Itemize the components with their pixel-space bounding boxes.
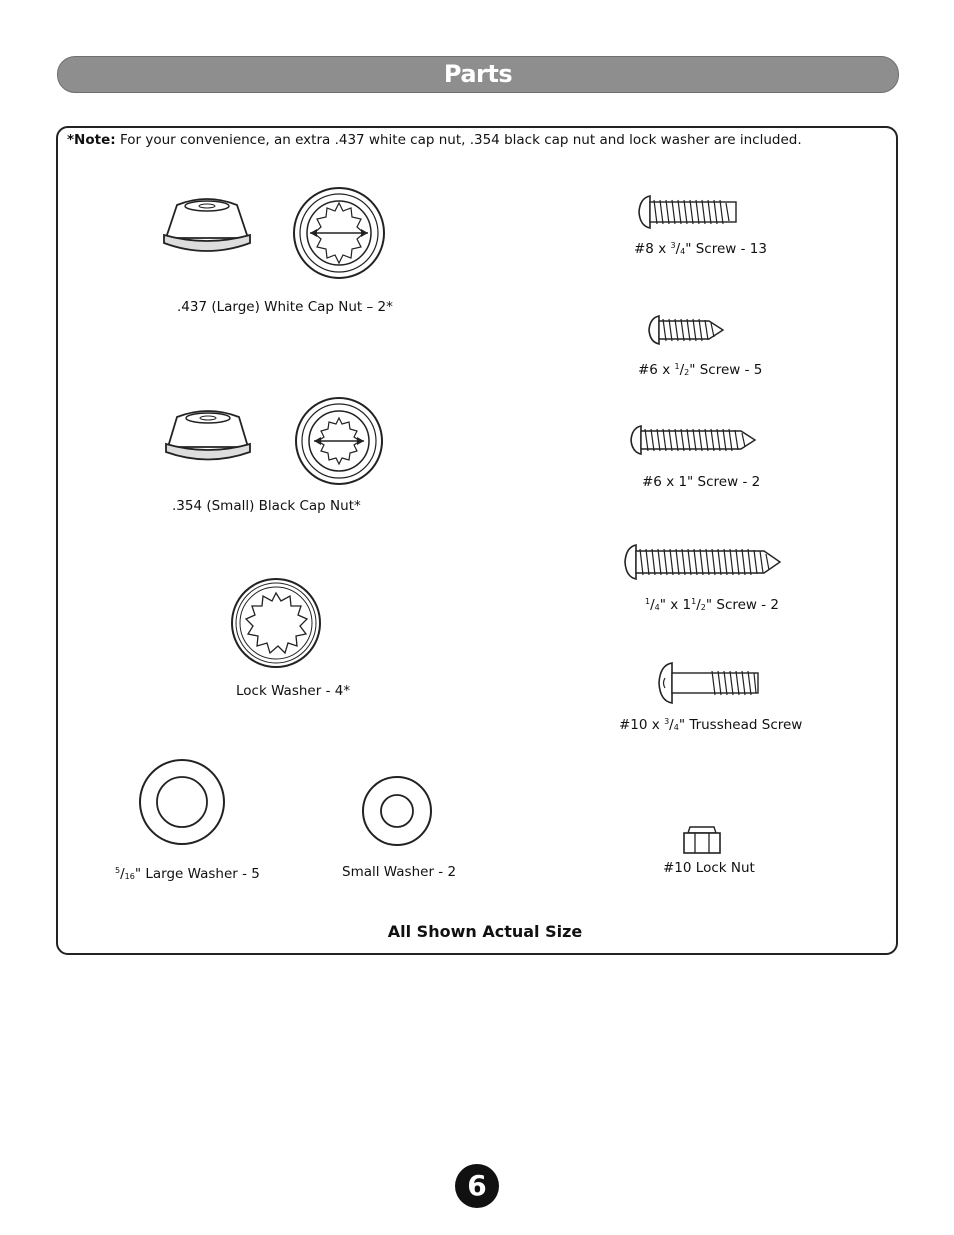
- small-washer-icon: [361, 775, 433, 847]
- large-washer-denominator: 16: [124, 872, 135, 881]
- screw-quarter-numerator-2: 1: [691, 597, 697, 606]
- lock-nut-label: #10 Lock Nut: [663, 860, 755, 876]
- screw-10-numerator: 3: [664, 717, 670, 726]
- screw-quarter-numerator-1: 1: [645, 597, 651, 606]
- large-washer-icon: [138, 758, 226, 846]
- lock-washer-label: Lock Washer - 4*: [236, 683, 351, 699]
- screw-quarter-suffix: " Screw - 2: [705, 597, 780, 613]
- parts-note: [67, 132, 802, 148]
- lock-nut-icon: [682, 823, 722, 855]
- screw-10-suffix: " Trusshead Screw: [678, 717, 803, 733]
- small-cap-nut-top-icon: [294, 396, 384, 486]
- large-washer-label: $^5/_{16}$" Large Washer - 5: [115, 866, 260, 882]
- large-cap-nut-label: .437 (Large) White Cap Nut – 2*: [177, 299, 393, 315]
- screw-10-prefix: #10 x: [619, 717, 665, 733]
- screw-6-half-icon: [647, 314, 727, 346]
- section-title: Parts: [443, 60, 513, 88]
- screw-quarter-middle: " x 1: [659, 597, 692, 613]
- large-washer-text: " Large Washer - 5: [134, 866, 260, 882]
- lock-washer-icon: [230, 577, 322, 669]
- screw-6-half-label: #6 x $^1/_2$" Screw - 5: [638, 362, 763, 378]
- screw-8-prefix: #8 x: [634, 241, 671, 257]
- trusshead-screw-icon: [656, 662, 762, 704]
- small-cap-nut-side-icon: [162, 407, 254, 467]
- note-prefix: *Note:: [67, 132, 116, 148]
- screw-8-denominator: 4: [680, 247, 686, 256]
- screw-quarter-icon: [622, 543, 784, 581]
- screw-8-label: #8 x $^3/_4$" Screw - 13: [634, 241, 767, 257]
- screw-quarter-label: $^1/_4$" x $1^1/_2$" Screw - 2: [645, 597, 780, 613]
- screw-6-half-suffix: " Screw - 5: [689, 362, 763, 378]
- screw-8-numerator: 3: [670, 241, 676, 250]
- screw-10-denominator: 4: [673, 723, 679, 732]
- actual-size-caption: All Shown Actual Size: [387, 922, 583, 941]
- screw-8-three-quarter-icon: [636, 194, 740, 230]
- small-washer-label: Small Washer - 2: [342, 864, 457, 880]
- note-text: For your convenience, an extra .437 white cap nut, .354 black cap nut and lock washer are included.: [119, 132, 802, 148]
- page-number: 6: [455, 1164, 499, 1208]
- large-cap-nut-top-icon: [292, 186, 386, 280]
- large-cap-nut-side-icon: [160, 195, 255, 260]
- screw-6-half-denominator: 2: [684, 368, 690, 377]
- trusshead-screw-label: #10 x $^3/_4$" Trusshead Screw: [619, 717, 803, 733]
- screw-8-suffix: " Screw - 13: [685, 241, 767, 257]
- screw-6-half-prefix: #6 x: [638, 362, 675, 378]
- screw-quarter-denominator-2: 2: [700, 603, 706, 612]
- screw-6-one-label: #6 x 1" Screw - 2: [642, 474, 761, 490]
- screw-6-half-numerator: 1: [674, 362, 680, 371]
- section-header-bar: [57, 56, 899, 93]
- large-washer-numerator: 5: [115, 866, 121, 875]
- screw-6-one-inch-icon: [629, 424, 759, 456]
- screw-quarter-denominator-1: 4: [654, 603, 660, 612]
- small-cap-nut-label: .354 (Small) Black Cap Nut*: [172, 498, 361, 514]
